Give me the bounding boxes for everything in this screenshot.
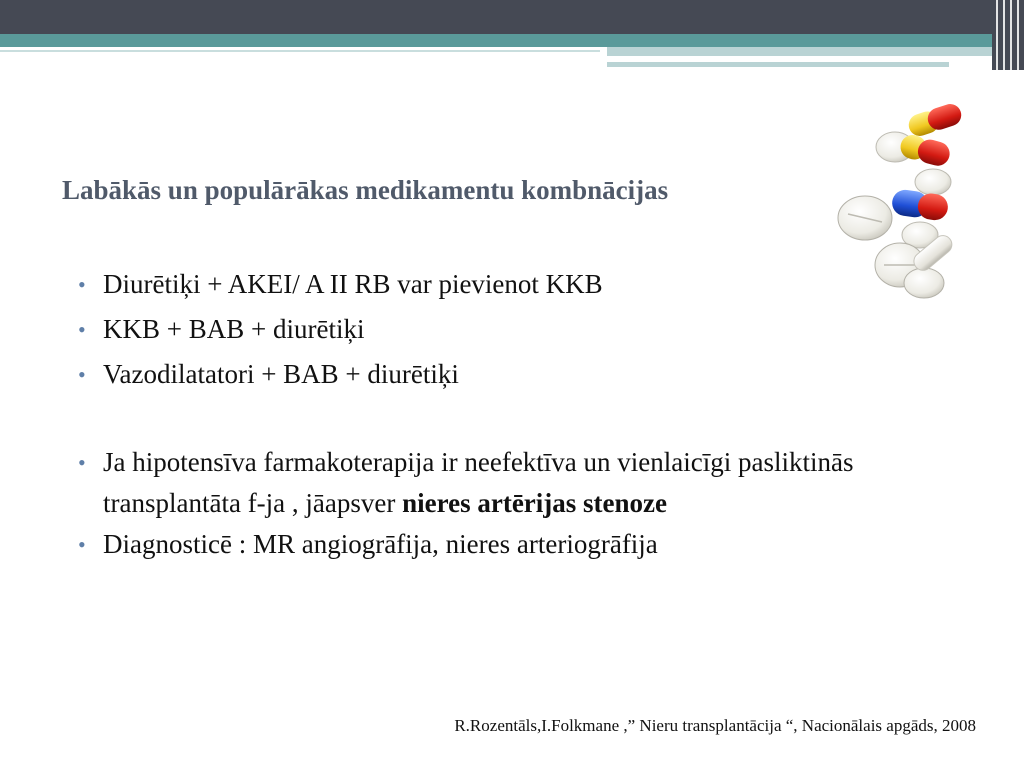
bullet-icon: • xyxy=(78,272,86,297)
list-item: • Diurētiķi + AKEI/ A II RB var pievienot KKB xyxy=(78,262,938,307)
bullet-icon: • xyxy=(78,532,86,557)
bullet-icon: • xyxy=(78,450,86,475)
emphasis-text: nieres artērijas stenoze xyxy=(402,488,668,518)
citation-footer: R.Rozentāls,I.Folkmane ,” Nieru transplantācija “, Nacionālais apgāds, 2008 xyxy=(454,716,976,735)
header-light-bar-thin xyxy=(607,62,949,67)
header-thin-line xyxy=(0,50,600,52)
header-light-bar xyxy=(607,47,1024,56)
list-item: • Vazodilatatori + BAB + diurētiķi xyxy=(78,352,938,397)
header-teal-bar xyxy=(0,34,1024,47)
slide-title: Labākās un populārākas medikamentu kombnācijas xyxy=(62,175,669,205)
bullet-list-combinations xyxy=(78,262,938,397)
bullet-icon: • xyxy=(78,317,86,342)
list-item: • Ja hipotensīva farmakoterapija ir neefektīva un vienlaicīgi pasliktinās transplantāta f-ja , jāapsver nieres artērijas stenoze xyxy=(78,442,938,524)
header-stripes xyxy=(992,0,1024,70)
bullet-list-stenosis xyxy=(78,442,938,565)
bullet-icon: • xyxy=(78,362,86,387)
list-item: • Diagnosticē : MR angiogrāfija, nieres arteriogrāfija xyxy=(78,524,938,565)
list-item: • KKB + BAB + diurētiķi xyxy=(78,307,938,352)
header-dark-bar xyxy=(0,0,1024,34)
